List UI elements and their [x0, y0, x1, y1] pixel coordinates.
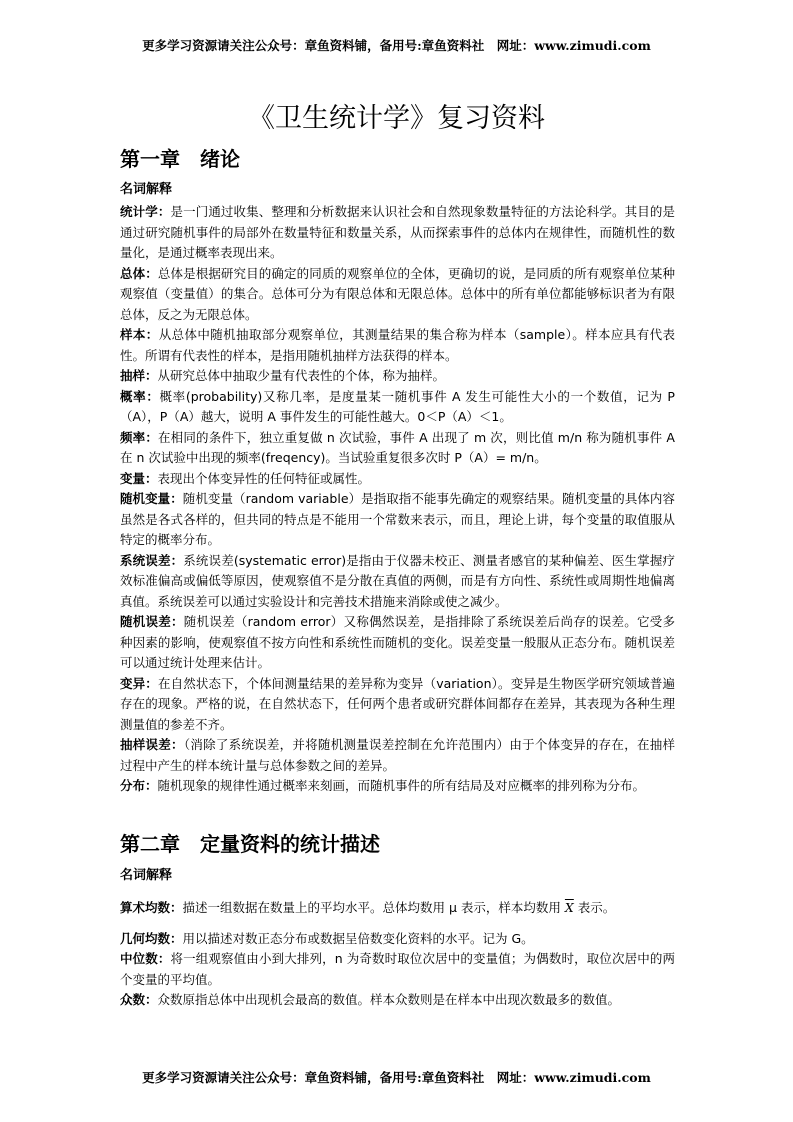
spacer [120, 888, 675, 898]
definition-paragraph [120, 325, 675, 366]
definition-paragraph [120, 264, 675, 326]
definition-term: 中位数： [120, 951, 171, 966]
definition-paragraph [120, 898, 675, 919]
definition-term: 众数： [120, 992, 158, 1007]
definition-paragraph [120, 929, 675, 950]
definition-text: 是一门通过收集、整理和分析数据来认识社会和自然现象数量特征的方法论科学。其目的是通过研究随机事件的局部外在数量特征和数量关系，从而探索事件的总体内在规律性，而随机性的数量化，是通过概率表现出来。 [120, 204, 675, 260]
definition-term: 系统误差： [120, 552, 184, 568]
definition-text: （消除了系统误差，并将随机测量误差控制在允许范围内）由于个体变异的存在，在抽样过程中产生的样本统计量与总体参数之间的差异。 [120, 737, 675, 773]
chapter-1-heading: 第一章 绪论 [120, 147, 240, 171]
definition-text-tail: 表示。 [577, 900, 616, 915]
definition-term: 几何均数： [120, 930, 183, 946]
definition-term: 频率： [120, 429, 159, 445]
definition-text: 众数原指总体中出现机会最高的数值。样本众数则是在样本中出现次数最多的数值。 [157, 992, 621, 1007]
definition-text: 概率(probability)又称几率，是度量某一随机事件 A 发生可能性大小的一个数值，记为 P（A），P（A）越大，说明 A 事件发生的可能性越大。0＜P（A）＜1。 [120, 388, 675, 424]
definition-text: 随机误差（random error）又称偶然误差，是指排除了系统误差后尚存的误差。它受多种因素的影响，使观察值不按方向性和系统性而随机的变化。误差变量一般服从正态分布。随机误差可以通过统计处理来估计。 [120, 614, 675, 670]
definition-text: 在相同的条件下，独立重复做 n 次试验，事件 A 出现了 m 次，则比值 m/n 称为随机事件 A 在 n 次试验中出现的频率(freqency)。当试验重复很多次时 P（A）= m/n。 [120, 429, 675, 465]
definition-term: 变异： [120, 675, 158, 691]
definition-text: 将一组观察值由小到大排列，n 为奇数时取位次居中的变量值；为偶数时，取位次居中的两个变量的平均值。 [120, 951, 675, 987]
definition-paragraph [120, 735, 675, 776]
chapter-1-section [120, 145, 675, 797]
page-footer: 更多学习资源请关注公众号：章鱼资料铺，备用号:章鱼资料社 网址：www.zimudi.com [142, 1070, 651, 1085]
chapter-2-section [120, 830, 675, 1011]
definition-term: 分布： [120, 778, 158, 793]
definition-term: 总体： [120, 265, 158, 281]
definition-text: 总体是根据研究目的确定的同质的观察单位的全体，更确切的说，是同质的所有观察单位某种观察值（变量值）的集合。总体可分为有限总体和无限总体。总体中的所有单位都能够标识者为有限总体，反之为无限总体。 [120, 265, 675, 322]
chapter-2-heading: 第二章 定量资料的统计描述 [120, 832, 380, 856]
definition-text: 系统误差(systematic error)是指由于仪器未校正、测量者感官的某种偏差、医生掌握疗效标准偏高或偏低等原因，使观察值不是分散在真值的两侧，而是有方向性、系统性或周期性地偏离真值。系统误差可以通过实验设计和完善技术措施来消除或使之减少。 [120, 552, 675, 609]
definition-term: 算术均数： [120, 900, 183, 915]
definition-paragraph [120, 551, 675, 613]
definition-term: 随机误差： [120, 614, 184, 629]
definition-term: 随机变量： [120, 491, 183, 506]
definition-text: 从总体中随机抽取部分观察单位，其测量结果的集合称为样本（sample）。样本应具有代表性。所谓有代表性的样本，是指用随机抽样方法获得的样本。 [120, 327, 675, 363]
chapter-1-subheading: 名词解释 [120, 182, 173, 197]
definition-term: 抽样误差： [120, 737, 184, 752]
definition-term: 统计学： [120, 204, 171, 219]
page-header: 更多学习资源请关注公众号：章鱼资料铺，备用号:章鱼资料社 网址：www.zimudi.com [142, 38, 651, 53]
definition-text: 用以描述对数正态分布或数据呈倍数变化资料的水平。记为 G。 [182, 930, 534, 946]
definition-paragraph [120, 366, 675, 387]
definition-paragraph [120, 428, 675, 469]
definition-term: 样本： [120, 327, 159, 342]
definition-paragraph [120, 489, 675, 551]
document-title: 《卫生统计学》复习资料 [248, 103, 545, 134]
definition-paragraph [120, 202, 675, 264]
definition-paragraph [120, 674, 675, 736]
definition-text: 随机变量（random variable）是指取指不能事先确定的观察结果。随机变量的具体内容虽然是各式各样的，但共同的特点是不能用一个常数来表示，而且，理论上讲，每个变量的取值服从特定的概率分布。 [120, 491, 675, 547]
definition-paragraph [120, 469, 675, 490]
definition-paragraph [120, 949, 675, 990]
definition-text: 描述一组数据在数量上的平均水平。总体均数用 μ 表示，样本均数用 [182, 900, 561, 915]
definition-paragraph [120, 776, 675, 797]
definition-text: 随机现象的规律性通过概率来刻画，而随机事件的所有结局及对应概率的排列称为分布。 [157, 778, 646, 793]
sample-mean-symbol: $\overline{X}$ [564, 900, 574, 915]
definition-paragraph [120, 612, 675, 674]
definition-paragraph [120, 387, 675, 428]
spacer [120, 919, 675, 929]
definition-term: 抽样： [120, 368, 158, 383]
definition-term: 变量： [120, 470, 158, 486]
definition-text: 在自然状态下，个体间测量结果的差异称为变异（variation）。变异是生物医学研究领域普遍存在的现象。严格的说，在自然状态下，任何两个患者或研究群体间都存在差异，其表现为各种生理测量值的参差不齐。 [120, 675, 675, 732]
chapter-2-subheading: 名词解释 [120, 868, 173, 883]
definition-term: 概率： [120, 388, 160, 404]
definition-text: 表现出个体变异性的任何特征或属性。 [157, 470, 371, 486]
definition-paragraph [120, 990, 675, 1011]
definition-text: 从研究总体中抽取少量有代表性的个体，称为抽样。 [157, 368, 446, 383]
